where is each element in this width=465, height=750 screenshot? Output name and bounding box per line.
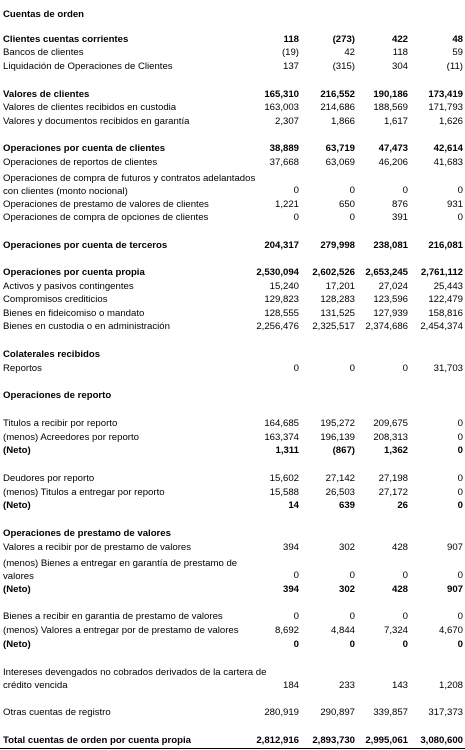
row-value: 128,555 (264, 308, 299, 319)
row-label: Bienes en fideicomiso o mandato (3, 308, 145, 319)
row-value: 25,443 (433, 281, 463, 292)
row-value: 63,719 (325, 143, 355, 154)
row-value: 3,080,600 (420, 735, 463, 746)
row-value: 184 (282, 680, 299, 691)
row-value: 290,897 (320, 707, 355, 718)
row-value: 2,374,686 (365, 321, 408, 332)
row-value: 42 (344, 47, 355, 58)
row-value: 304 (391, 61, 408, 72)
row-value: 0 (349, 185, 355, 196)
row-value: 37,668 (269, 157, 299, 168)
row-value: (11) (446, 61, 463, 72)
row-label: Bienes a recibir en garantia de prestamo de valores (3, 611, 223, 622)
row-value: 0 (293, 639, 299, 650)
row-value: 143 (391, 680, 408, 691)
row-value: 238,081 (373, 240, 408, 251)
bottom-rule (0, 748, 465, 749)
row-value: 204,317 (264, 240, 299, 251)
row-label: Intereses devengados no cobrados derivados de la cartera de crédito vencida (3, 667, 267, 691)
row-label: Operaciones de prestamo de valores de clientes (3, 199, 209, 210)
row-value: 208,313 (373, 432, 408, 443)
row-label: Operaciones por cuenta de terceros (3, 240, 168, 251)
row-value: 195,272 (320, 418, 355, 429)
row-value: 14 (288, 500, 299, 511)
row-value: 279,998 (320, 240, 355, 251)
row-value: (315) (332, 61, 355, 72)
row-value: 317,373 (428, 707, 463, 718)
row-label: Valores a recibir por de prestamo de valores (3, 542, 192, 553)
row-value: 0 (402, 185, 408, 196)
row-value: 2,530,094 (256, 267, 299, 278)
row-value: 0 (457, 639, 463, 650)
row-value: 216,552 (320, 89, 355, 100)
row-value: 0 (293, 212, 299, 223)
row-label: (Neto) (3, 639, 31, 650)
row-value: 394 (282, 542, 299, 553)
row-label: (menos) Titulos a entregar por reporto (3, 487, 165, 498)
row-value: 0 (457, 487, 463, 498)
row-value: 639 (338, 500, 355, 511)
row-value: 0 (349, 363, 355, 374)
row-value: 209,675 (373, 418, 408, 429)
row-value: 42,614 (433, 143, 463, 154)
row-value: 118 (392, 47, 408, 58)
row-value: 17,201 (325, 281, 355, 292)
row-value: 214,686 (320, 102, 355, 113)
row-value: 907 (446, 584, 463, 595)
row-value: 123,596 (373, 294, 408, 305)
row-label: Total cuentas de orden por cuenta propia (3, 735, 191, 746)
row-value: 428 (391, 542, 408, 553)
row-label: Otras cuentas de registro (3, 707, 111, 718)
row-label: Reportos (3, 363, 42, 374)
row-value: 127,939 (373, 308, 408, 319)
row-value: 0 (457, 500, 463, 511)
row-value: 2,653,245 (365, 267, 408, 278)
row-value: 63,069 (325, 157, 355, 168)
row-label: (menos) Bienes a entregar en garantía de prestamo de valores (3, 558, 238, 582)
row-value: 1,866 (330, 116, 355, 127)
row-value: 15,602 (269, 473, 299, 484)
row-value: 0 (457, 611, 463, 622)
row-value: 422 (391, 34, 408, 45)
row-value: 128,283 (320, 294, 355, 305)
row-value: 1,221 (274, 199, 299, 210)
row-value: 0 (293, 611, 299, 622)
row-value: 27,198 (378, 473, 408, 484)
row-value: 2,454,374 (420, 321, 463, 332)
row-value: 2,307 (274, 116, 299, 127)
row-value: 129,823 (264, 294, 299, 305)
row-value: 0 (293, 363, 299, 374)
row-label: Operaciones de reportos de clientes (3, 157, 158, 168)
row-label: (menos) Valores a entregar por de prestamo de valores (3, 625, 239, 636)
row-value: 7,324 (383, 625, 408, 636)
row-value: 302 (338, 542, 355, 553)
row-value: 48 (452, 34, 463, 45)
row-value: 0 (457, 473, 463, 484)
row-value: 0 (349, 570, 355, 581)
row-label: Operaciones por cuenta propia (3, 267, 145, 278)
row-value: 233 (338, 680, 355, 691)
row-label: Cuentas de orden (3, 9, 85, 20)
row-value: 1,208 (438, 680, 463, 691)
row-value: 164,685 (264, 418, 299, 429)
row-value: 27,142 (325, 473, 355, 484)
row-value: 122,479 (428, 294, 463, 305)
row-value: 394 (282, 584, 299, 595)
row-value: 0 (402, 639, 408, 650)
row-value: (867) (332, 445, 355, 456)
row-value: 47,473 (378, 143, 408, 154)
row-label: Bancos de clientes (3, 47, 84, 58)
row-value: 26 (397, 500, 408, 511)
row-value: 2,602,526 (312, 267, 355, 278)
row-value: (19) (281, 47, 299, 58)
row-value: 876 (391, 199, 408, 210)
row-value: 137 (282, 61, 299, 72)
row-value: 0 (293, 185, 299, 196)
row-value: 428 (391, 584, 408, 595)
row-value: 391 (391, 212, 408, 223)
row-value: 0 (402, 570, 408, 581)
row-value: 4,670 (438, 625, 463, 636)
row-value: 131,525 (320, 308, 355, 319)
row-value: 0 (457, 185, 463, 196)
row-label: Bienes en custodia o en administración (3, 321, 170, 332)
row-value: 0 (457, 212, 463, 223)
row-label: Valores y documentos recibidos en garantía (3, 116, 190, 127)
row-label: Operaciones de reporto (3, 390, 112, 401)
row-value: 46,206 (378, 157, 408, 168)
row-value: 163,003 (264, 102, 299, 113)
row-label: (Neto) (3, 500, 31, 511)
row-value: 2,893,730 (312, 735, 355, 746)
row-value: 165,310 (264, 89, 299, 100)
row-value: 0 (457, 418, 463, 429)
row-value: (273) (332, 34, 355, 45)
row-value: 0 (402, 363, 408, 374)
row-value: 907 (446, 542, 463, 553)
row-value: 38,889 (269, 143, 299, 154)
row-label: Liquidación de Operaciones de Clientes (3, 61, 173, 72)
row-label: Operaciones de compra de futuros y contratos adelantados con clientes (monto nocional) (3, 173, 256, 197)
row-value: 339,857 (373, 707, 408, 718)
row-value: 0 (457, 570, 463, 581)
row-label: (menos) Acreedores por reporto (3, 432, 139, 443)
row-label: Valores de clientes recibidos en custodia (3, 102, 177, 113)
row-value: 158,816 (428, 308, 463, 319)
row-value: 1,617 (383, 116, 408, 127)
row-label: Operaciones de prestamo de valores (3, 528, 171, 539)
row-value: 0 (293, 570, 299, 581)
row-label: Clientes cuentas corrientes (3, 34, 129, 45)
row-label: (Neto) (3, 445, 31, 456)
row-value: 196,139 (320, 432, 355, 443)
row-value: 59 (452, 47, 463, 58)
row-value: 2,256,476 (256, 321, 299, 332)
row-value: 1,626 (438, 116, 463, 127)
row-value: 2,995,061 (365, 735, 408, 746)
row-value: 190,186 (373, 89, 408, 100)
row-label: Valores de clientes (3, 89, 90, 100)
row-value: 0 (457, 432, 463, 443)
row-value: 0 (457, 445, 463, 456)
row-label: Operaciones por cuenta de clientes (3, 143, 166, 154)
row-value: 0 (349, 639, 355, 650)
row-label: Activos y pasivos contingentes (3, 281, 134, 292)
row-value: 1,311 (275, 445, 299, 456)
row-value: 15,240 (269, 281, 299, 292)
row-label: Colaterales recibidos (3, 349, 101, 360)
row-value: 1,362 (383, 445, 408, 456)
row-value: 280,919 (264, 707, 299, 718)
row-value: 27,172 (378, 487, 408, 498)
row-label: (Neto) (3, 584, 31, 595)
row-label: Deudores por reporto (3, 473, 95, 484)
row-value: 0 (349, 611, 355, 622)
row-value: 931 (446, 199, 463, 210)
row-value: 302 (338, 584, 355, 595)
row-value: 2,761,112 (420, 267, 463, 278)
row-value: 188,569 (373, 102, 408, 113)
row-value: 4,844 (330, 625, 355, 636)
row-value: 173,419 (428, 89, 463, 100)
row-value: 2,812,916 (256, 735, 299, 746)
row-value: 216,081 (428, 240, 463, 251)
row-value: 163,374 (264, 432, 299, 443)
row-label: Operaciones de compra de opciones de clientes (3, 212, 209, 223)
row-value: 27,024 (378, 281, 408, 292)
row-value: 650 (338, 199, 355, 210)
row-label: Titulos a recibir por reporto (3, 418, 118, 429)
row-value: 15,588 (269, 487, 299, 498)
row-value: 31,703 (433, 363, 463, 374)
row-value: 118 (283, 34, 299, 45)
row-value: 0 (402, 611, 408, 622)
row-value: 41,683 (433, 157, 463, 168)
row-value: 0 (349, 212, 355, 223)
row-value: 2,325,517 (312, 321, 355, 332)
row-value: 26,503 (325, 487, 355, 498)
row-label: Compromisos crediticios (3, 294, 108, 305)
row-value: 8,692 (274, 625, 299, 636)
row-value: 171,793 (428, 102, 463, 113)
